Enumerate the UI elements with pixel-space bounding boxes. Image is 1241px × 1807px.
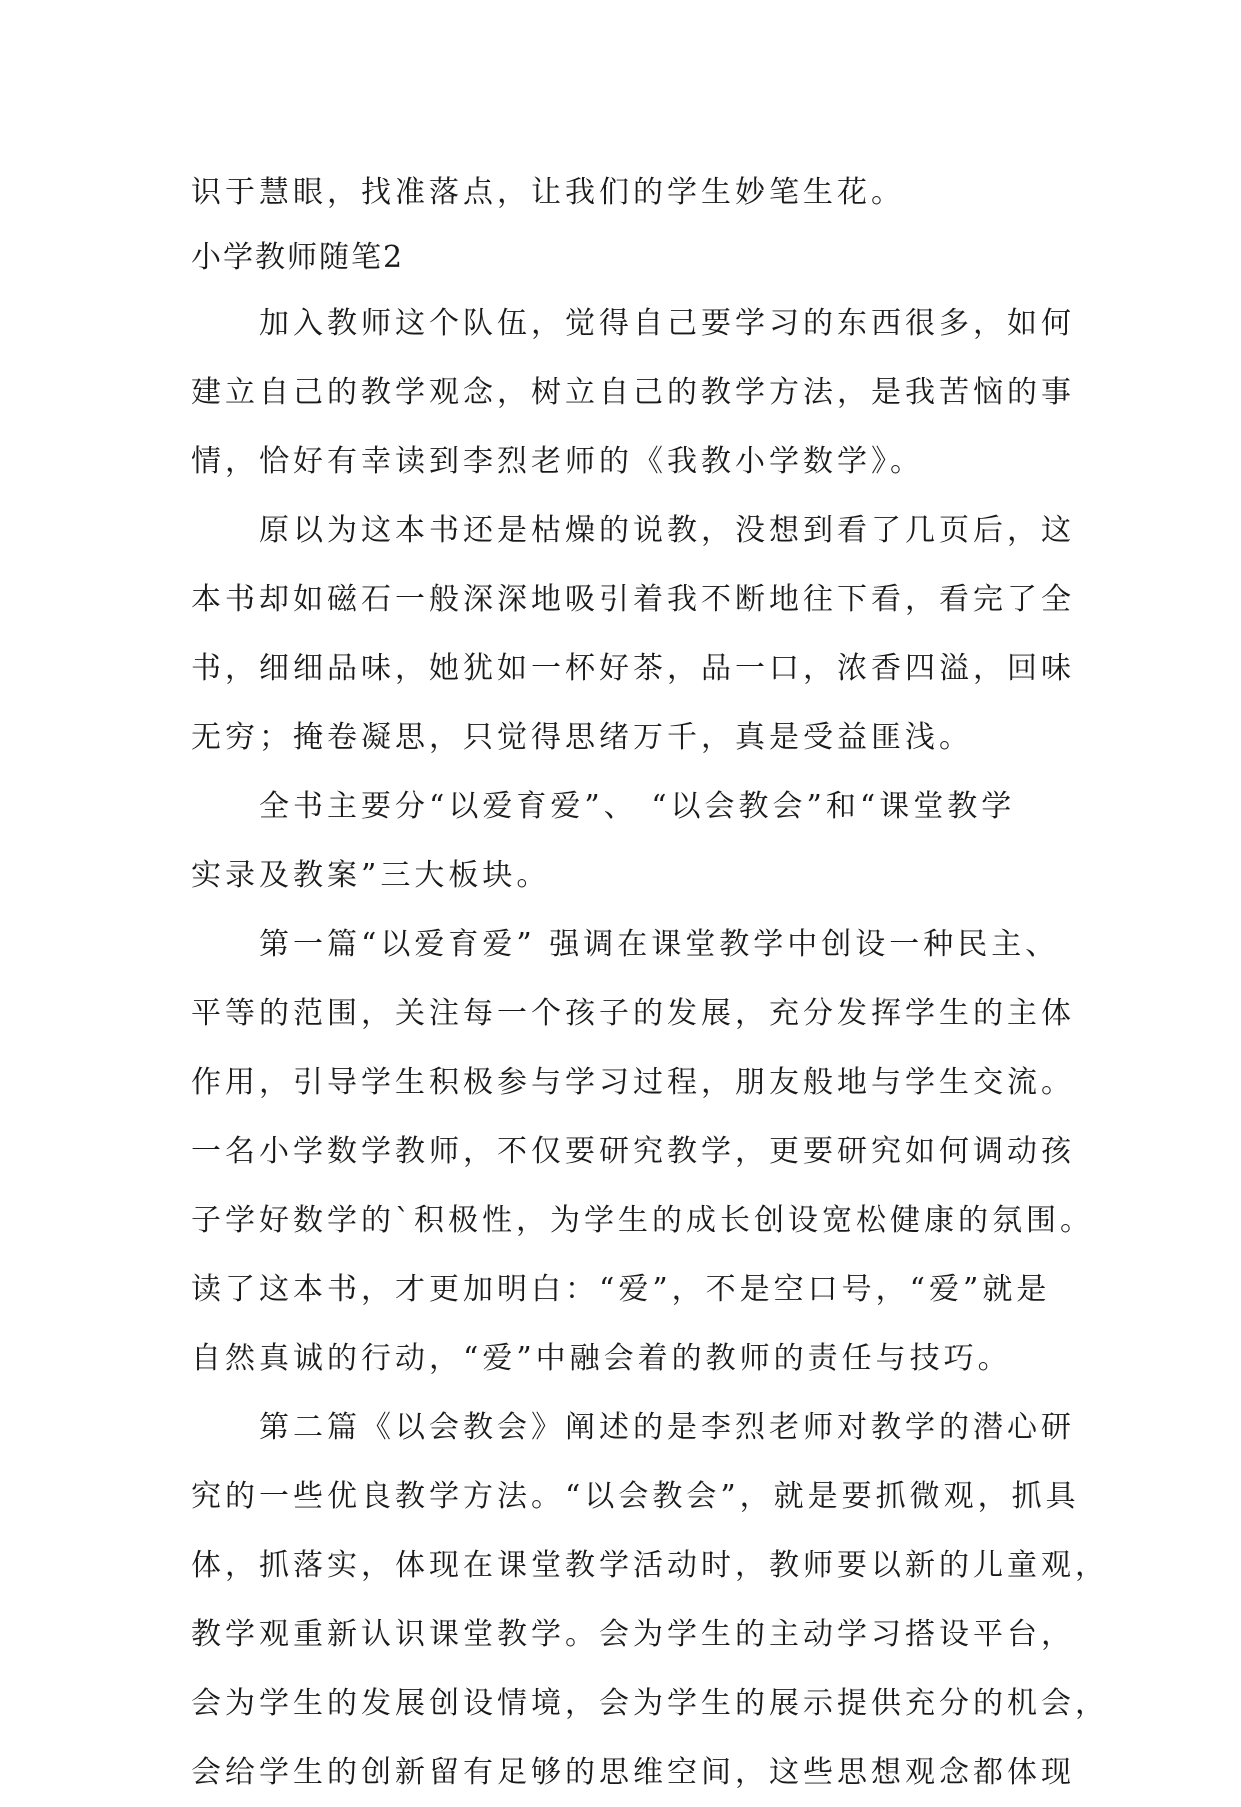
text-line: 会为学生的发展创设情境，会为学生的展示提供充分的机会， [191,1686,1109,1721]
text-line: 第二篇《以会教会》阐述的是李烈老师对教学的潜心研 [191,1410,1075,1445]
text-line: 情，恰好有幸读到李烈老师的《我教小学数学》。 [191,444,924,479]
text-line: 实录及教案”三大板块。 [191,858,551,893]
text-line: 读了这本书，才更加明白：“爱”，不是空口号，“爱”就是 [191,1272,1051,1307]
text-line: 体，抓落实，体现在课堂教学活动时，教师要以新的儿童观， [191,1548,1109,1583]
text-line: 加入教师这个队伍，觉得自己要学习的东西很多，如何 [191,306,1075,341]
text-line: 一名小学数学教师，不仅要研究教学，更要研究如何调动孩 [191,1134,1075,1169]
text-line: 教学观重新认识课堂教学。会为学生的主动学习搭设平台， [191,1617,1075,1652]
text-line: 究的一些优良教学方法。“以会教会”，就是要抓微观，抓具 [191,1479,1080,1514]
text-line: 第一篇“以爱育爱” 强调在课堂教学中创设一种民主、 [191,927,1060,962]
text-line: 识于慧眼，找准落点，让我们的学生妙笔生花。 [191,175,905,210]
text-line: 无穷；掩卷凝思，只觉得思绪万千，真是受益匪浅。 [191,720,973,755]
text-line: 建立自己的教学观念，树立自己的教学方法，是我苦恼的事 [191,375,1075,410]
document-body [191,158,1109,1807]
text-line: 全书主要分“以爱育爱”、 “以会教会”和“课堂教学 [191,789,1016,824]
text-line: 原以为这本书还是枯燥的说教，没想到看了几页后，这 [191,513,1075,548]
text-line: 书，细细品味，她犹如一杯好茶，品一口，浓香四溢，回味 [191,651,1075,686]
text-line: 会给学生的创新留有足够的思维空间，这些思想观念都体现 [191,1755,1075,1790]
section-title: 小学教师随笔2 [191,240,405,275]
text-line: 作用，引导学生积极参与学习过程，朋友般地与学生交流。 [191,1065,1075,1100]
text-line: 本书却如磁石一般深深地吸引着我不断地往下看，看完了全 [191,582,1075,617]
text-line: 自然真诚的行动，“爱”中融会着的教师的责任与技巧。 [191,1341,1012,1376]
text-line: 平等的范围，关注每一个孩子的发展，充分发挥学生的主体 [191,996,1075,1031]
text-line: 子学好数学的`积极性，为学生的成长创设宽松健康的氛围。 [191,1203,1094,1238]
